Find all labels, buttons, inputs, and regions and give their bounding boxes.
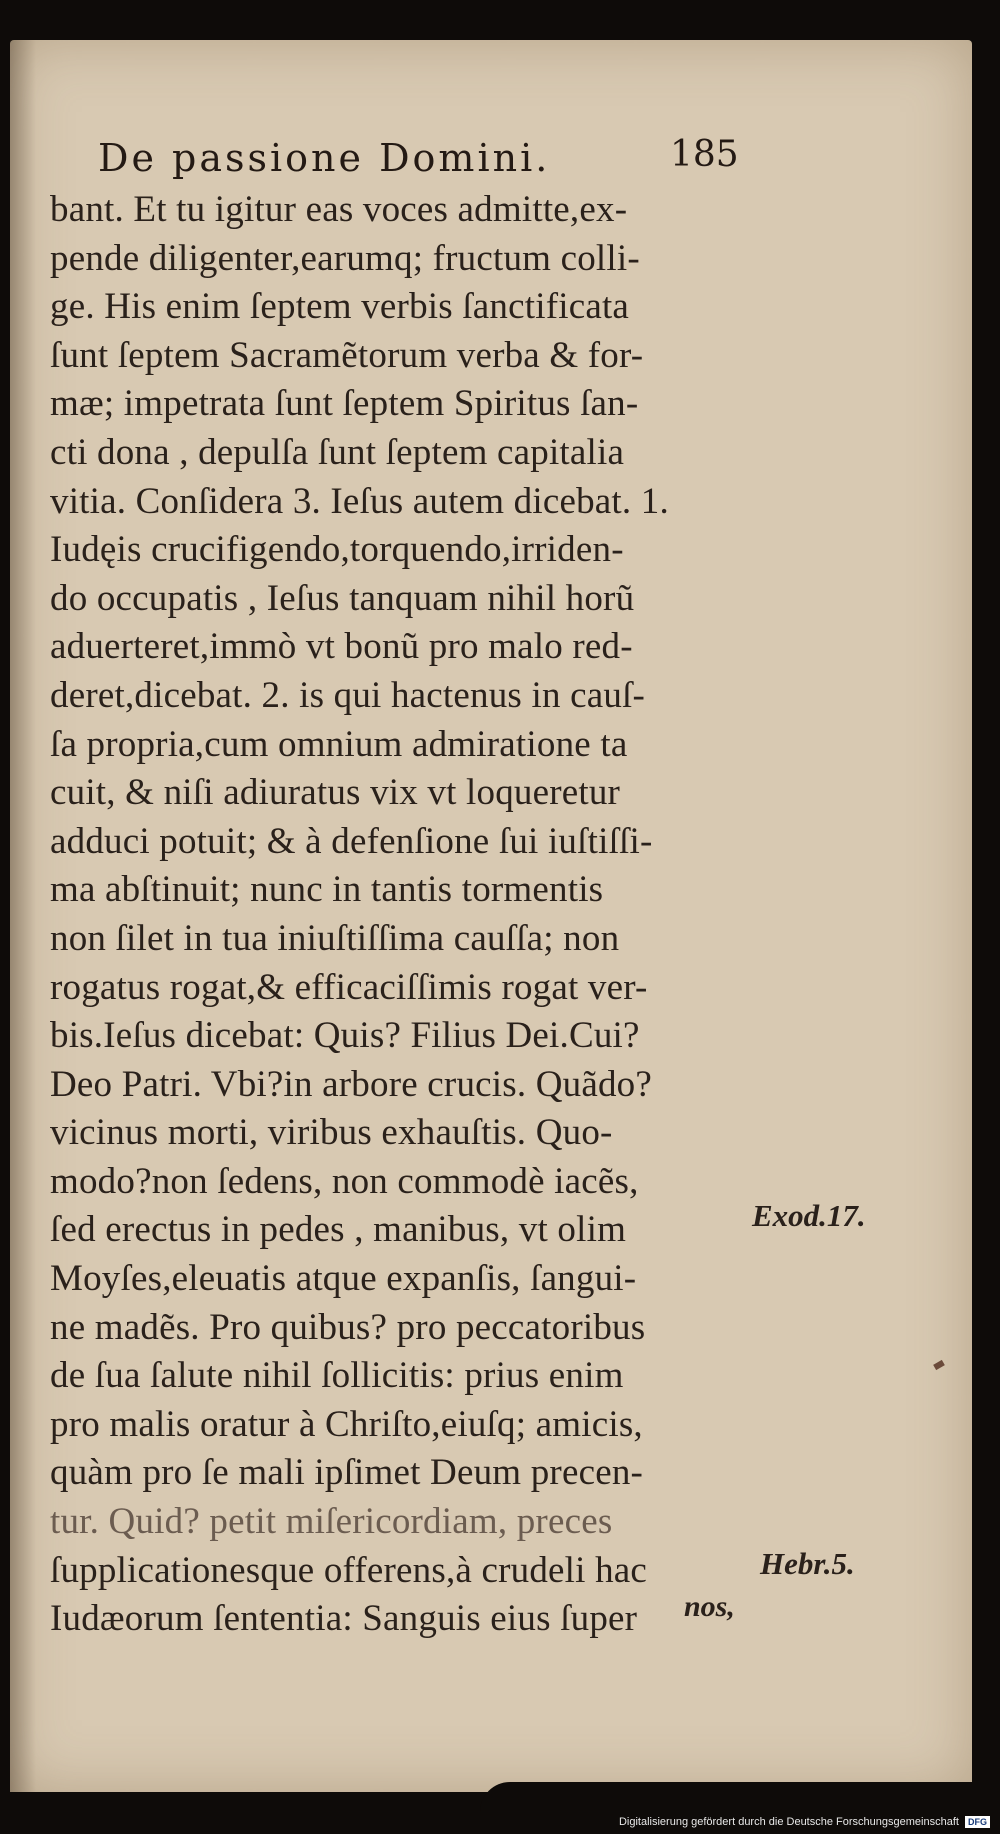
text-line: ſa propria,cum omnium admiratione ta [50,723,628,765]
page-number: 185 [670,134,739,175]
text-line: Moyſes,eleuatis atque expanſis, ſangui- [50,1258,637,1300]
catchword: nos, [684,1590,735,1623]
text-line: Iudæorum ſententia: Sanguis eius ſuper [50,1598,638,1640]
text-line: ſunt ſeptem Sacramẽtorum verba & for- [50,334,644,376]
text-line: pende diligenter,earumq; fructum colli- [50,237,640,279]
text-line: modo?non ſedens, non commodè iacẽs, [50,1160,639,1202]
text-line: ſupplicationesque offerens,à crudeli hac [50,1549,648,1591]
text-line: pro malis oratur à Chriſto,eiuſq; amicis, [50,1403,643,1445]
running-title: De passione Domini. [98,136,551,180]
text-line: do occupatis , Ieſus tanquam nihil horũ [50,577,635,619]
text-line: vitia. Conſidera 3. Ieſus autem dicebat. 1. [50,480,669,522]
text-line: adduci potuit; & à defenſione ſui iuſtiſſi- [50,820,653,862]
text-line: quàm pro ſe mali ipſimet Deum precen- [50,1452,644,1494]
text-line: mæ; impetrata ſunt ſeptem Spiritus ſan- [50,383,639,425]
credit-text: Digitalisierung gefördert durch die Deutsche Forschungsgemeinschaft [618,1815,959,1828]
digitization-credit [619,1816,990,1828]
text-line: tur. Quid? petit miſericordiam, preces [50,1501,613,1543]
text-line: cti dona , depulſa ſunt ſeptem capitalia [50,431,625,473]
page-bottom-shadow [480,1782,1000,1812]
text-line: rogatus rogat,& efficaciſſimis rogat ver- [50,966,648,1008]
text-line: cuit, & niſi adiuratus vix vt loqueretur [50,772,621,814]
text-line: ſed erectus in pedes , manibus, vt olim [50,1209,627,1251]
text-line: vicinus morti, viribus exhauſtis. Quo- [50,1112,613,1154]
text-line: ge. His enim ſeptem verbis ſanctificata [50,286,630,328]
dfg-logo: DFG [965,1816,990,1828]
text-line: ne madẽs. Pro quibus? pro peccatoribus [50,1306,646,1348]
margin-note-exodus: Exod.17. [752,1198,866,1233]
text-line: non ſilet in tua iniuſtiſſima cauſſa; non [50,917,620,959]
text-line: bis.Ieſus dicebat: Quis? Filius Dei.Cui? [50,1015,640,1057]
text-line: de ſua ſalute nihil ſollicitis: prius enim [50,1355,624,1397]
text-line: aduerteret,immò vt bonũ pro malo red- [50,626,633,668]
text-line: Deo Patri. Vbi?in arbore crucis. Quãdo? [50,1063,653,1105]
text-line: ma abſtinuit; nunc in tantis tormentis [50,869,604,911]
text-line: deret,dicebat. 2. is qui hactenus in cauſ- [50,674,646,716]
text-line: bant. Et tu igitur eas voces admitte,ex- [50,189,628,230]
text-line: Iudęis crucifigendo,torquendo,irriden- [50,529,624,571]
margin-note-hebrews: Hebr.5. [760,1546,855,1581]
main-text [50,186,750,1644]
